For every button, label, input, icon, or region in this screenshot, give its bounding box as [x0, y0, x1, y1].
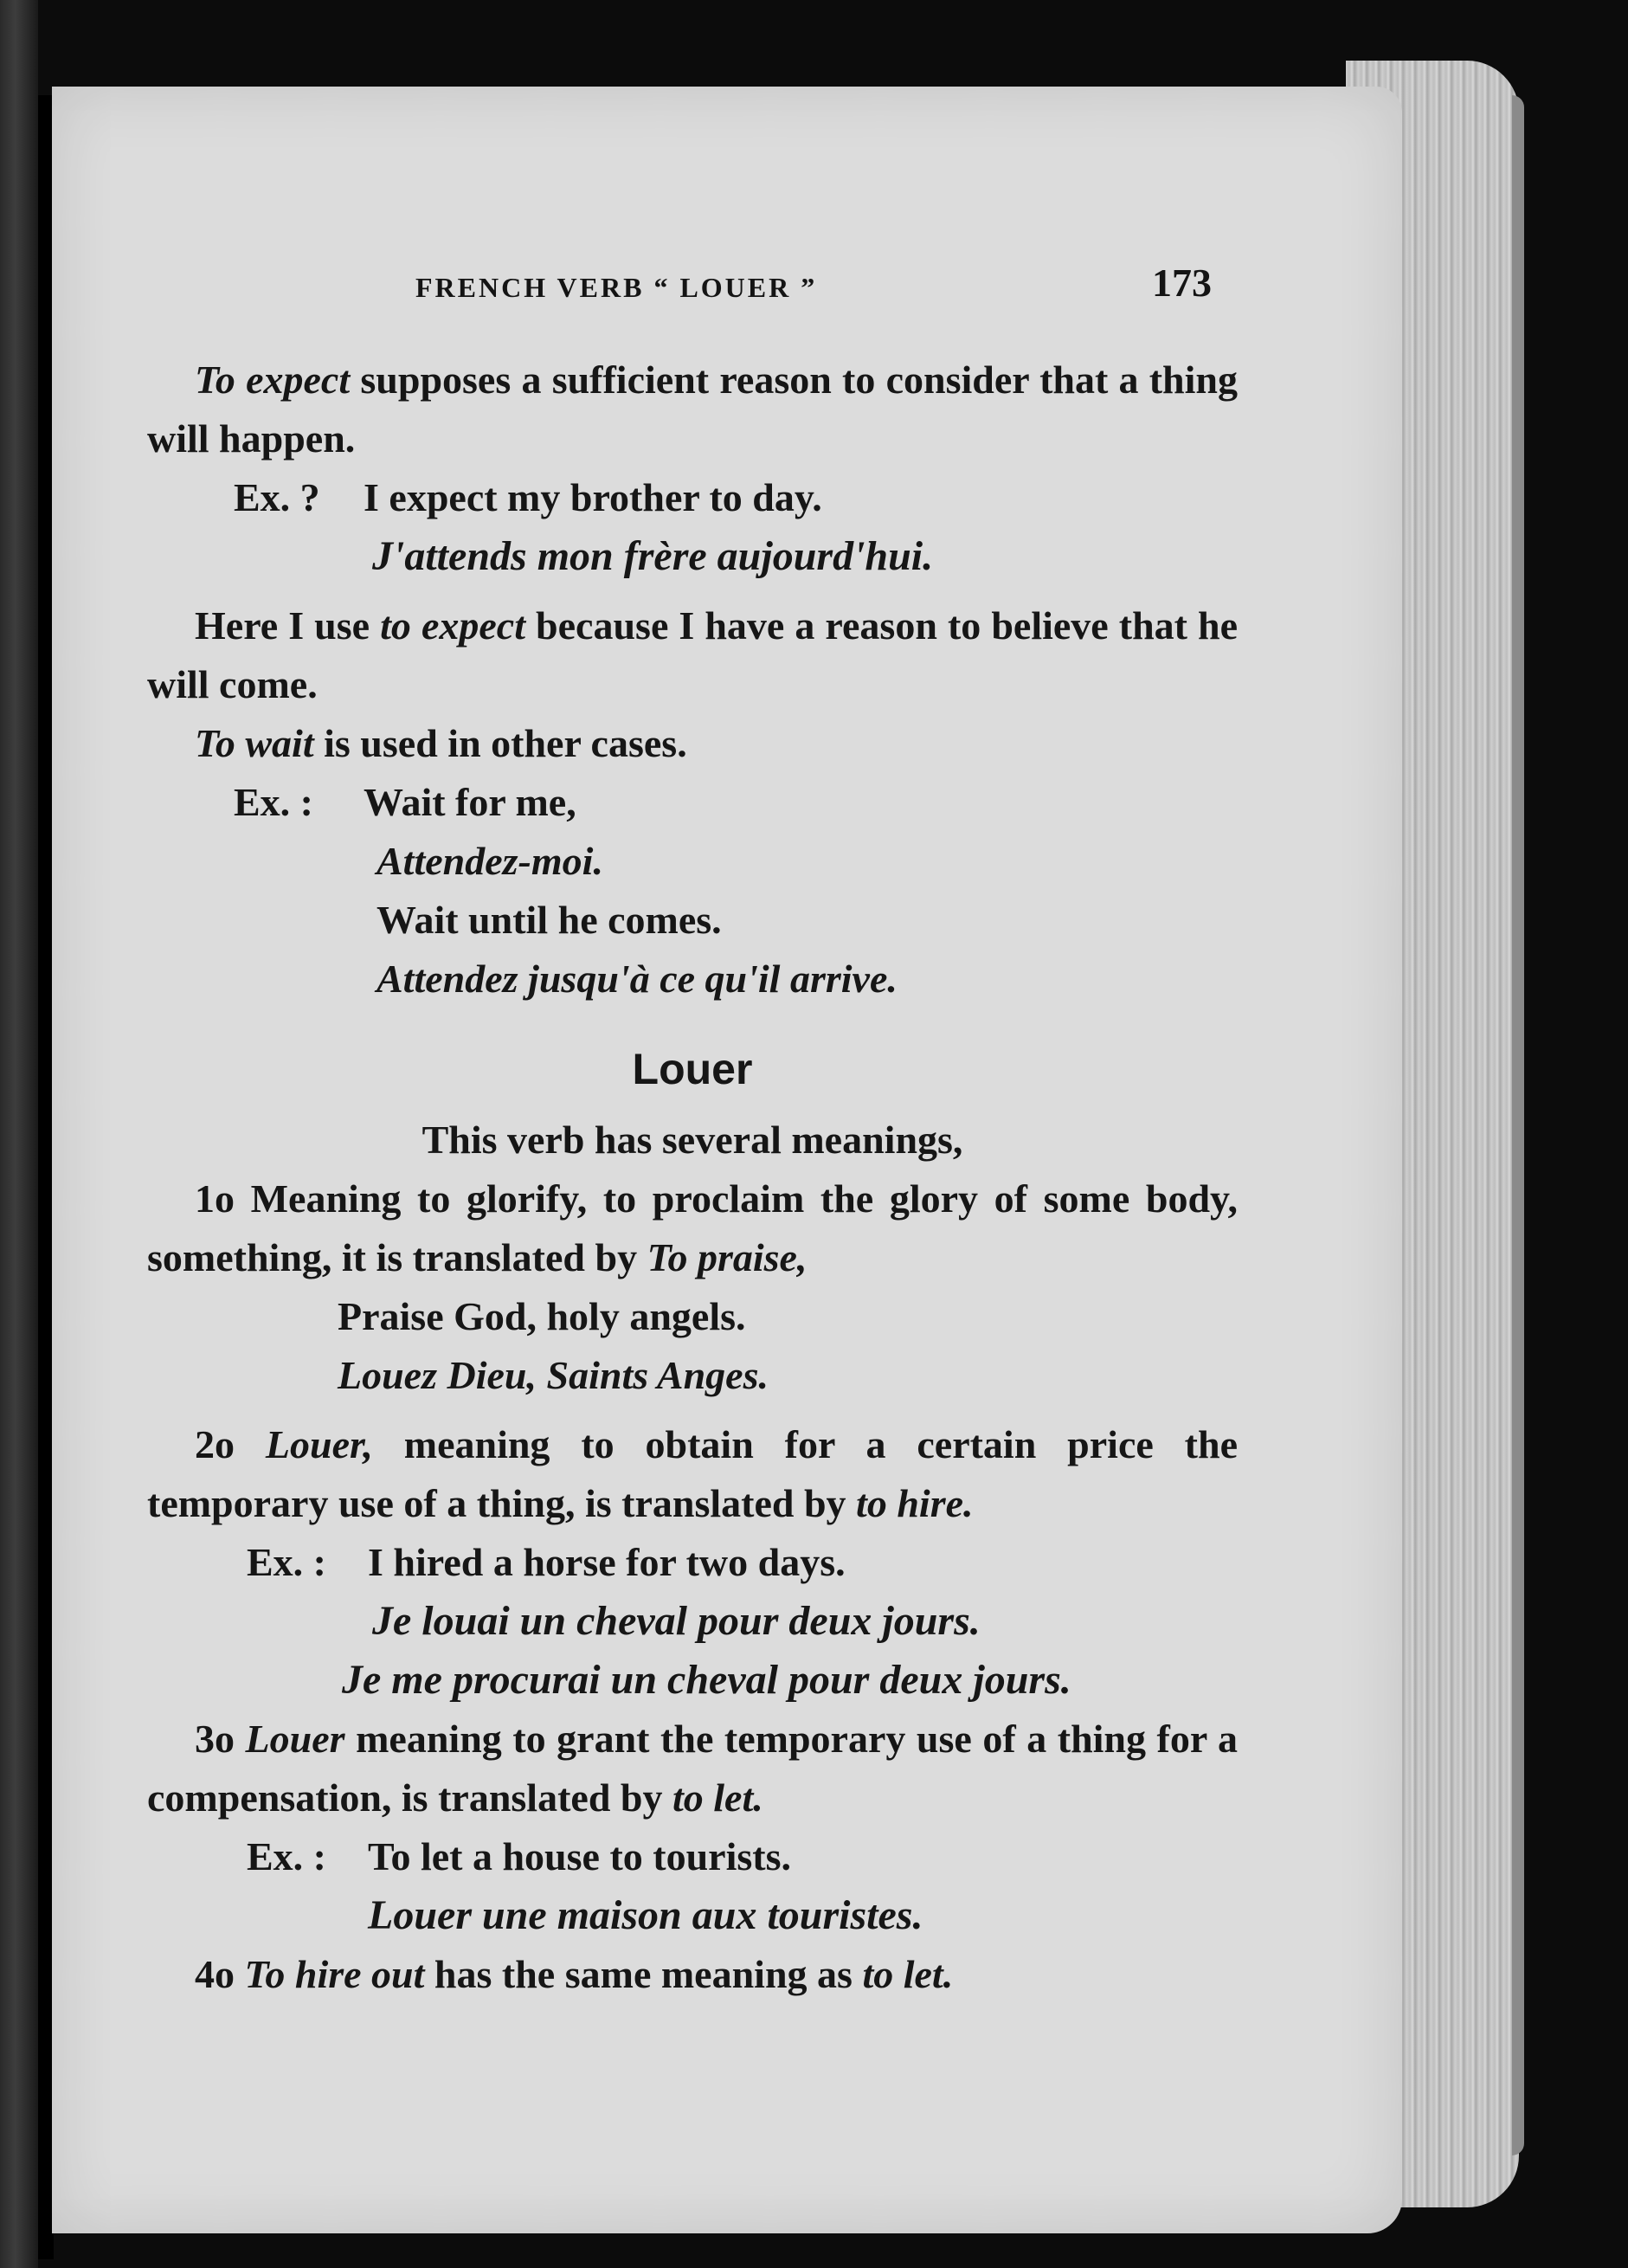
meaning-3	[147, 1710, 1238, 1827]
example-english: To let a house to tourists.	[368, 1834, 791, 1878]
spacer	[147, 1405, 1238, 1415]
example-french: Je louai un cheval pour deux jours.	[372, 1598, 981, 1644]
paragraph-text: because I have a reason to believe that he will come.	[147, 603, 1239, 706]
section-title: Louer	[632, 1045, 753, 1093]
page-header	[415, 260, 1212, 312]
paragraph-text: meaning to obtain for a certain price the temporary use of a thing, is translated by	[147, 1422, 1238, 1525]
example-french: Attendez-moi.	[376, 839, 603, 883]
meaning-number: 1o	[195, 1176, 235, 1221]
paragraph-text: supposes a sufficient reason to consider that a thing will happen.	[147, 358, 1238, 461]
example-line	[234, 468, 1238, 527]
term: to let.	[672, 1775, 763, 1820]
example-french: Louer une maison aux touristes.	[368, 1892, 923, 1938]
page-content	[147, 351, 1238, 2004]
example-english: I hired a horse for two days.	[368, 1540, 846, 1584]
term: to hire.	[856, 1481, 974, 1525]
example-english: Wait for me,	[364, 780, 576, 824]
paragraph-to-expect	[147, 351, 1238, 468]
example-label: Ex. :	[247, 1540, 326, 1584]
meaning-2	[147, 1415, 1238, 1533]
example-label: Ex. :	[247, 1834, 326, 1878]
meaning-number: 4o	[195, 1952, 235, 1996]
example-line	[247, 1533, 1238, 1592]
example-line	[247, 1827, 1238, 1886]
paragraph-text: has the same meaning as	[434, 1952, 853, 1996]
term: To expect	[195, 358, 351, 402]
page-number: 173	[1152, 261, 1212, 305]
term: Louer,	[265, 1422, 373, 1466]
paragraph-text: is used in other cases.	[324, 721, 687, 765]
adjacent-page-strip	[0, 0, 38, 2268]
term: To hire out	[244, 1952, 425, 1996]
example-label: Ex. ?	[234, 475, 320, 519]
running-head: FRENCH VERB “ LOUER ”	[415, 272, 818, 303]
term: To praise,	[647, 1235, 808, 1279]
example-french: J'attends mon frère aujourd'hui.	[372, 533, 934, 579]
section-intro: This verb has several meanings,	[421, 1118, 963, 1162]
meaning-number: 3o	[195, 1717, 235, 1761]
paragraph-to-wait	[147, 714, 1238, 773]
paragraph-text: Here I use	[195, 603, 370, 648]
spacer	[147, 586, 1238, 596]
term: To wait	[195, 721, 314, 765]
example-french: Je me procurai un cheval pour deux jours.	[342, 1657, 1071, 1703]
example-english: Wait until he comes.	[376, 898, 722, 942]
meaning-number: 2o	[195, 1422, 235, 1466]
example-english: I expect my brother to day.	[364, 475, 822, 519]
example-french: Attendez jusqu'à ce qu'il arrive.	[376, 957, 898, 1001]
meaning-1	[147, 1169, 1238, 1287]
term: to let.	[862, 1952, 954, 1996]
example-english: Praise God, holy angels.	[338, 1294, 746, 1338]
paragraph-here-i-use	[147, 596, 1238, 714]
term: to expect	[380, 603, 525, 648]
example-label: Ex. :	[234, 780, 313, 824]
paragraph-text: Meaning to glorify, to proclaim the glory of some body, something, it is translated by	[147, 1176, 1238, 1279]
paragraph-text: meaning to grant the temporary use of a thing for a compensation, is translated by	[147, 1717, 1239, 1820]
term: Louer	[245, 1717, 345, 1761]
meaning-4	[147, 1945, 1238, 2004]
example-french: Louez Dieu, Saints Anges.	[338, 1353, 769, 1397]
example-line	[234, 773, 1238, 832]
